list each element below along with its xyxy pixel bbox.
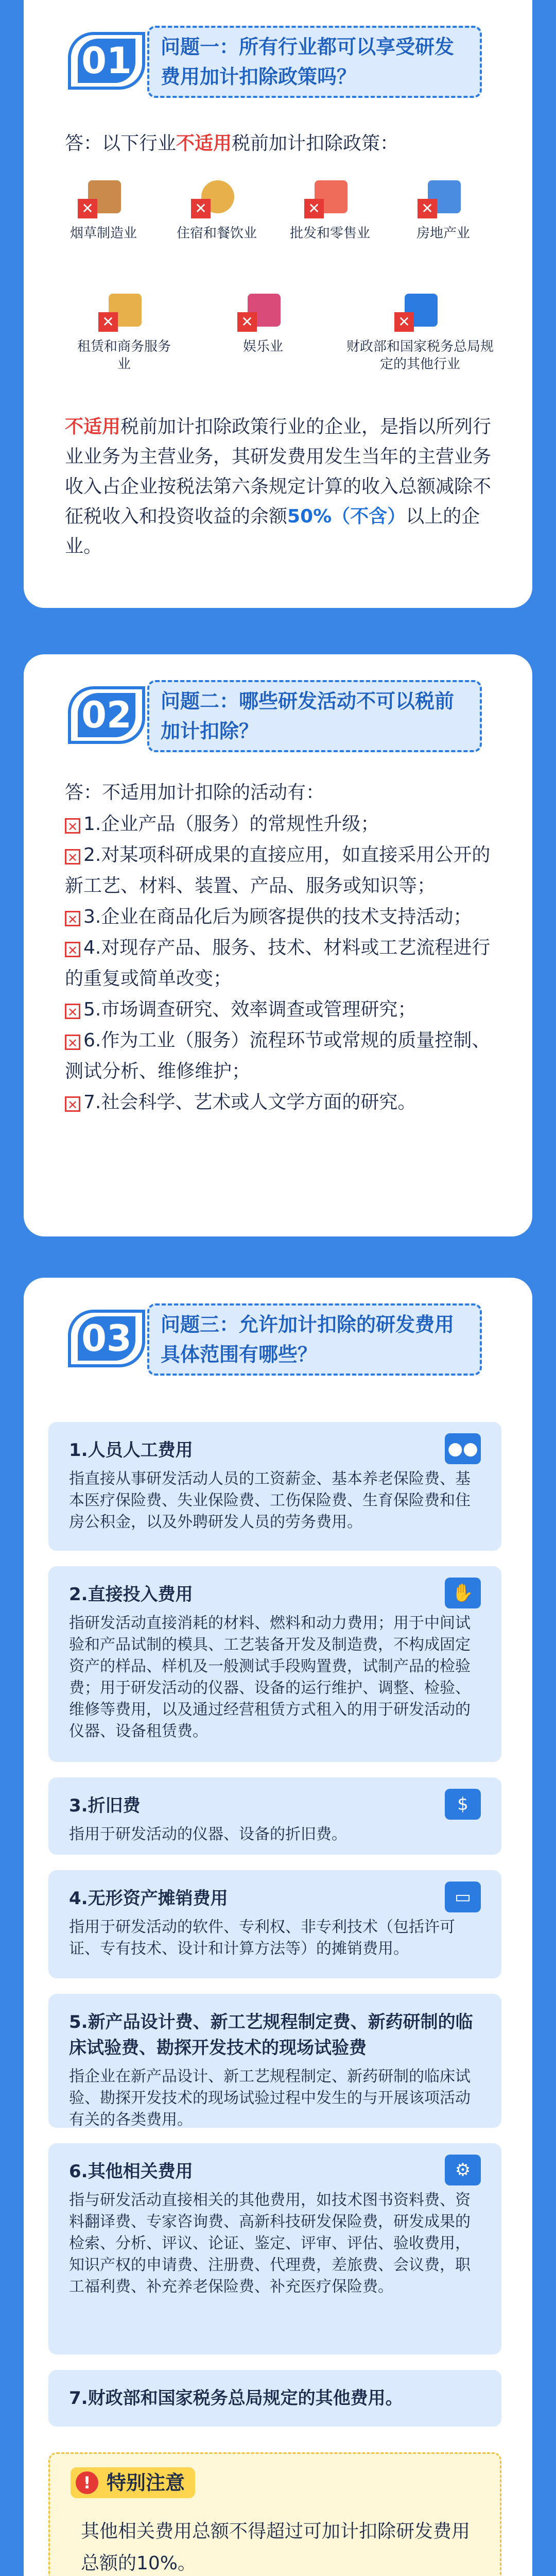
list-item: ✕ 2.对某项科研成果的直接应用，如直接采用公开的新工艺、材料、装置、产品、服务或知识等； xyxy=(65,844,491,896)
x-box-icon: ✕ xyxy=(65,911,80,926)
q2-intro: 答：不适用加计扣除的活动有： xyxy=(65,782,325,803)
industry-entertainment: ✕ 娱乐业 xyxy=(214,289,312,355)
x-icon: ✕ xyxy=(191,199,211,218)
x-icon: ✕ xyxy=(394,312,414,332)
money-icon: $ xyxy=(445,1789,481,1820)
q1-paragraph: 不适用税前加计扣除政策行业的企业，是指以所列行业业务为主营业务，其研发费用发生当年的主营业务收入占企业按税法第六条规定计算的收入总额减除不征税收入和投资收益的余额50%（不含）以上的企业。 xyxy=(65,416,492,557)
x-icon: ✕ xyxy=(98,312,118,332)
x-icon: ✕ xyxy=(237,312,257,332)
list-item: ✕ 4.对现存产品、服务、技术、材料或工艺流程进行的重复或简单改变； xyxy=(65,937,491,989)
industry-tobacco: ✕ 烟草制造业 xyxy=(55,175,152,242)
list-item: ✕ 1.企业产品（服务）的常规性升级； xyxy=(65,809,508,840)
q1-answer: 答：以下行业不适用税前加计扣除政策： xyxy=(65,133,399,154)
industry-realestate: ✕ 房地产业 xyxy=(394,175,492,242)
q2-list xyxy=(65,809,508,1118)
industry-hotel: ✕ 住宿和餐饮业 xyxy=(168,175,266,242)
q1-card xyxy=(24,0,532,608)
hand-icon: ✋ xyxy=(445,1578,481,1608)
settings-icon: ⚙ xyxy=(445,2155,481,2185)
x-box-icon: ✕ xyxy=(65,1096,80,1112)
people-icon: ●● xyxy=(445,1433,481,1464)
x-box-icon: ✕ xyxy=(65,942,80,957)
expense-section-2: ✋ 2.直接投入费用 指研发活动直接消耗的材料、燃料和动力费用；用于中间试验和产品试制的模具、工艺装备开发及制造费，不构成固定资产的样品、样机及一般测试手段购置费，试制产品的检验费；用于研发活动的仪器、设备的运行维护、调整、检验、维修等费用，以及通过经营租赁方式租入的用于研发活动的仪器、设备租赁费。 xyxy=(48,1566,501,1762)
x-box-icon: ✕ xyxy=(65,1004,80,1019)
expense-section-3: $ 3.折旧费 指用于研发活动的仪器、设备的折旧费。 xyxy=(48,1777,501,1855)
q2-title: 问题二：哪些研发活动不可以税前加计扣除？ xyxy=(147,680,482,752)
x-icon: ✕ xyxy=(78,199,97,218)
q2-header xyxy=(24,654,532,768)
exclamation-icon: ! xyxy=(76,2471,98,2494)
expense-section-1: ●● 1.人员人工费用 指直接从事研发活动人员的工资薪金、基本养老保险费、基本医疗保险费、失业保险费、工伤保险费、生育保险费和住房公积金，以及外聘研发人员的劳务费用。 xyxy=(48,1422,501,1551)
expense-section-7: 7.财政部和国家税务总局规定的其他费用。 xyxy=(48,2370,501,2427)
notice-text: 其他相关费用总额不得超过可加计扣除研发费用总额的10%。 xyxy=(81,2521,471,2574)
q2-badge: 02 xyxy=(68,686,145,744)
expense-section-4: ▭ 4.无形资产摊销费用 指用于研发活动的软件、专利权、非专利技术（包括许可证、专有技术、设计和计算方法等）的摊销费用。 xyxy=(48,1870,501,1978)
q3-title: 问题三：允许加计扣除的研发费用具体范围有哪些？ xyxy=(147,1303,482,1376)
notice-box xyxy=(48,2452,501,2576)
card-icon: ▭ xyxy=(445,1882,481,1912)
x-box-icon: ✕ xyxy=(65,849,80,865)
x-box-icon: ✕ xyxy=(65,1035,80,1050)
list-item: ✕ 5.市场调查研究、效率调查或管理研究； xyxy=(65,994,508,1025)
q3-badge: 03 xyxy=(68,1310,145,1367)
expense-section-5: 5.新产品设计费、新工艺规程制定费、新药研制的临床试验费、勘探开发技术的现场试验费 指企业在新产品设计、新工艺规程制定、新药研制的临床试验、勘探开发技术的现场试验过程中发生的与开展该项活动有关的各类费用。 xyxy=(48,1994,501,2128)
list-item: ✕ 3.企业在商品化后为顾客提供的技术支持活动； xyxy=(65,902,508,933)
industry-retail: ✕ 批发和零售业 xyxy=(281,175,379,242)
industry-other: ✕ 财政部和国家税务总局规定的其他行业 xyxy=(343,289,497,373)
industry-leasing: ✕ 租赁和商务服务业 xyxy=(75,289,173,373)
q1-title: 问题一：所有行业都可以享受研发费用加计扣除政策吗？ xyxy=(147,26,482,98)
x-box-icon: ✕ xyxy=(65,818,80,834)
q1-header xyxy=(24,0,532,113)
list-item: ✕ 7.社会科学、艺术或人文学方面的研究。 xyxy=(65,1087,508,1118)
q1-badge: 01 xyxy=(68,32,145,90)
x-icon: ✕ xyxy=(304,199,324,218)
expense-section-6: ⚙ 6.其他相关费用 指与研发活动直接相关的其他费用，如技术图书资料费、资料翻译费、专家咨询费、高新科技研发保险费，研发成果的检索、分析、评议、论证、鉴定、评审、评估、验收费用，知识产权的申请费、注册费、代理费，差旅费、会议费，职工福利费、补充养老保险费、补充医疗保险费。 xyxy=(48,2143,501,2354)
x-icon: ✕ xyxy=(418,199,437,218)
q3-header xyxy=(24,1278,532,1391)
notice-title: ! 特别注意 xyxy=(71,2467,195,2498)
list-item: ✕ 6.作为工业（服务）流程环节或常规的质量控制、测试分析、维修维护； xyxy=(65,1030,491,1082)
q2-card xyxy=(24,654,532,1236)
